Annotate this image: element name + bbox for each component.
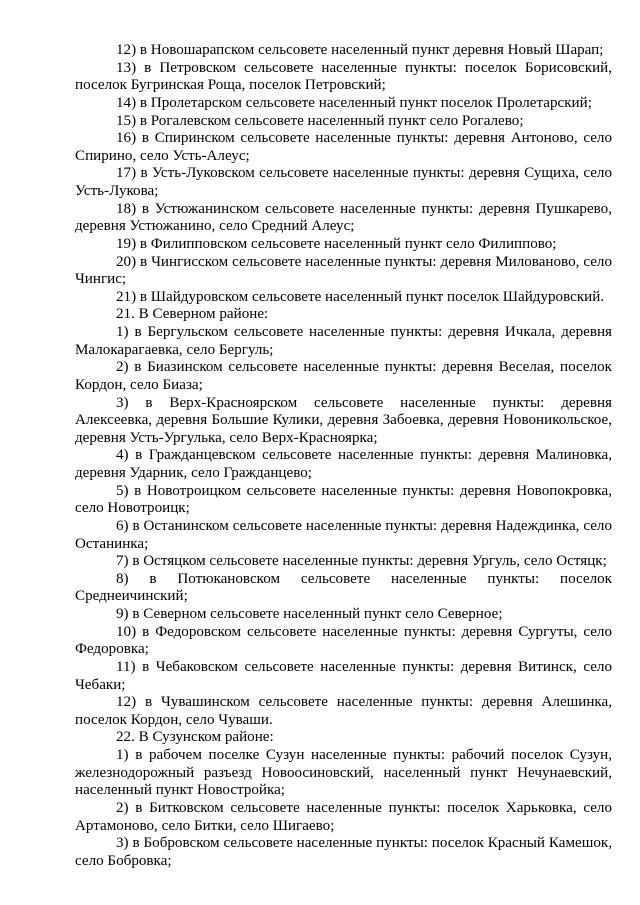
paragraph-item: 16) в Спиринском сельсовете населенные пункты: деревня Антоново, село Спирино, село Усть-Алеус; <box>75 130 612 164</box>
paragraph-item: 1) в Бергульском сельсовете населенные пункты: деревня Ичкала, деревня Малокарагаевка, село Бергуль; <box>75 324 612 358</box>
paragraph-item: 3) в Верх-Красноярском сельсовете населенные пункты: деревня Алексеевка, деревня Большие Кулики, деревня Забоевка, деревня Новоникольское, деревня Усть-Ургулька, село Верх-Красноярка; <box>75 394 612 446</box>
paragraph-item: 11) в Чебаковском сельсовете населенные пункты: деревня Витинск, село Чебаки; <box>75 658 612 693</box>
paragraph-item: 9) в Северном сельсовете населенный пункт село Северное; <box>116 606 503 622</box>
paragraph-item: 5) в Новотроицком сельсовете населенные пункты: деревня Новопокровка, село Новотроицк; <box>75 482 612 517</box>
paragraph-item: 2) в Биазинском сельсовете населенные пункты: деревня Веселая, поселок Кордон, село Биаза; <box>75 359 612 393</box>
paragraph-item: 21) в Шайдуровском сельсовете населенный пункт поселок Шайдуровский. <box>116 288 605 305</box>
document-page <box>75 42 612 870</box>
section-heading: 22. В Сузунском районе: <box>116 729 274 746</box>
paragraph-item: 7) в Остяцком сельсовете населенные пункты: деревня Ургуль, село Остяцк; <box>116 553 607 570</box>
paragraph-item: 20) в Чингисском сельсовете населенные пункты: деревня Милованово, село Чингис; <box>75 253 612 288</box>
paragraph-item: 14) в Пролетарском сельсовете населенный пункт поселок Пролетарский; <box>116 94 592 111</box>
paragraph-item: 12) в Чувашинском сельсовете населенные пункты: деревня Алешинка, поселок Кордон, село Чуваши. <box>75 694 612 728</box>
paragraph-item: 3) в Бобровском сельсовете населенные пункты: поселок Красный Камешок, село Бобровка; <box>75 835 612 869</box>
paragraph-item: 19) в Филипповском сельсовете населенный пункт село Филиппово; <box>116 235 557 252</box>
paragraph-item: 13) в Петровском сельсовете населенные пункты: поселок Борисовский, поселок Бугринская Роща, поселок Петровский; <box>75 59 612 94</box>
paragraph-item: 10) в Федоровском сельсовете населенные пункты: деревня Сургуты, село Федоровка; <box>75 623 612 658</box>
paragraph-item: 4) в Гражданцевском сельсовете населенные пункты: деревня Малиновка, деревня Ударник, село Гражданцево; <box>75 447 612 481</box>
paragraph-item: 1) в рабочем поселке Сузун населенные пункты: рабочий поселок Сузун, железнодорожный разъезд Новоосиновский, населенный пункт Нечунаевский, населенный пункт Новостройка; <box>75 747 612 799</box>
paragraph-item: 6) в Останинском сельсовете населенные пункты: деревня Надеждинка, село Останинка; <box>75 517 612 552</box>
paragraph-item: 17) в Усть-Луковском сельсовете населенные пункты: деревня Сущиха, село Усть-Лукова; <box>75 165 612 199</box>
paragraph-item: 15) в Рогалевском сельсовете населенный пункт село Рогалево; <box>116 112 524 129</box>
paragraph-item: 2) в Битковском сельсовете населенные пункты: поселок Харьковка, село Артамоново, село Битки, село Шигаево; <box>75 799 612 834</box>
paragraph-item: 18) в Устюжанинском сельсовете населенные пункты: деревня Пушкарево, деревня Устюжанино, село Средний Алеус; <box>75 200 612 235</box>
section-heading: 21. В Северном районе: <box>116 306 269 323</box>
paragraph-item: 8) в Потюкановском сельсовете населенные пункты: поселок Среднеичинский; <box>75 570 612 605</box>
paragraph-item: 12) в Новошарапском сельсовете населенный пункт деревня Новый Шарап; <box>116 42 604 58</box>
